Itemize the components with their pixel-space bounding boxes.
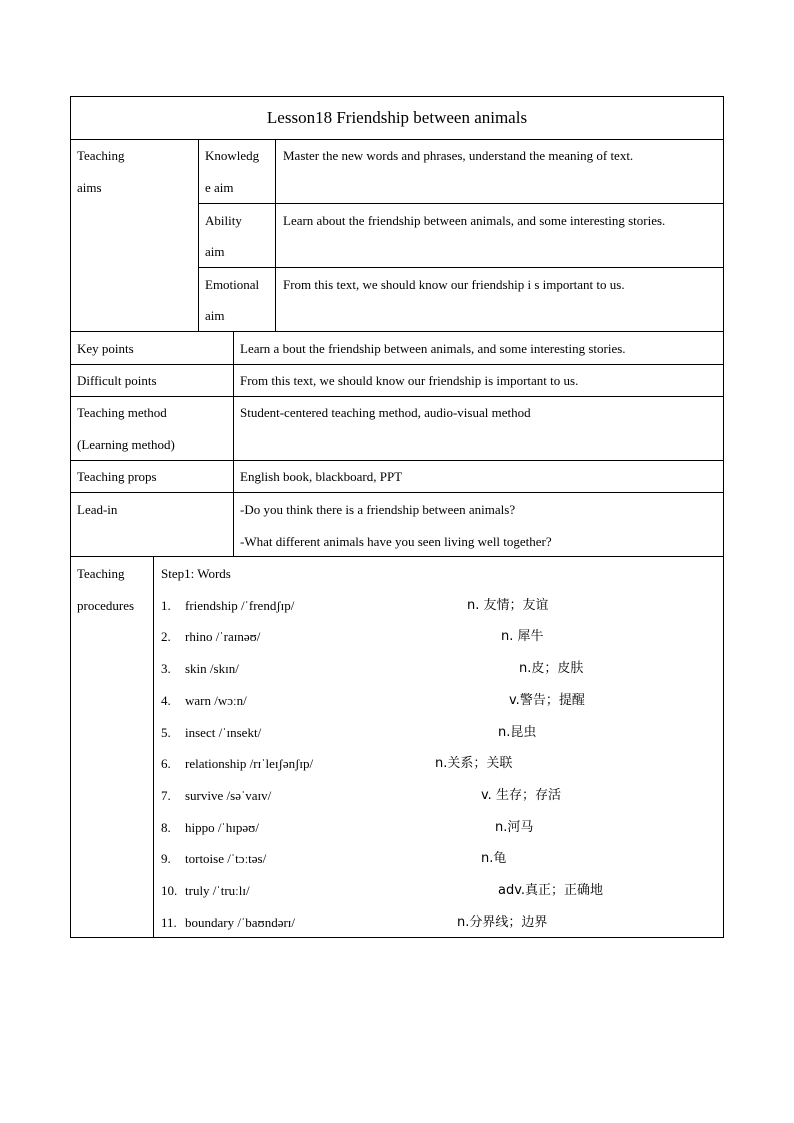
emotional-aim-label: aim [205, 308, 225, 323]
row-divider [70, 460, 724, 461]
word-entry: rhino /ˈraɪnəʊ/ [185, 629, 261, 644]
column-divider [153, 556, 154, 938]
teaching-props-content: English book, blackboard, PPT [240, 469, 403, 484]
word-entry: survive /səˈvaɪv/ [185, 788, 272, 803]
word-entry: relationship /rɪˈleɪʃənʃɪp/ [185, 756, 314, 771]
key-points-label: Key points [77, 341, 134, 356]
word-meaning: n.昆虫 [498, 725, 537, 740]
column-divider [275, 139, 276, 331]
knowledge-aim-content: Master the new words and phrases, understand the meaning of text. [283, 148, 634, 163]
row-divider [198, 267, 724, 268]
word-number: 3. [161, 661, 171, 676]
lead-in-question: -What different animals have you seen living well together? [240, 534, 552, 549]
word-number: 8. [161, 820, 171, 835]
difficult-points-label: Difficult points [77, 373, 157, 388]
emotional-aim-content: From this text, we should know our friendship i s important to us. [283, 277, 625, 292]
row-divider [70, 364, 724, 365]
word-entry: warn /wɔːn/ [185, 693, 247, 708]
lead-in-label: Lead-in [77, 502, 118, 517]
word-number: 1. [161, 598, 171, 613]
row-divider [70, 492, 724, 493]
word-number: 6. [161, 756, 171, 771]
word-number: 5. [161, 725, 171, 740]
lead-in-question: -Do you think there is a friendship between animals? [240, 502, 516, 517]
step-heading: Step1: Words [161, 566, 231, 581]
word-meaning: n. 友情；友谊 [467, 598, 549, 613]
word-entry: truly /ˈtruːlɪ/ [185, 883, 250, 898]
teaching-method-label: (Learning method) [77, 437, 175, 452]
procedures-label: Teaching [77, 566, 125, 581]
teaching-method-label: Teaching method [77, 405, 167, 420]
knowledge-aim-label: e aim [205, 180, 234, 195]
teaching-aims-label: Teaching [77, 148, 125, 163]
row-divider [70, 331, 724, 332]
word-meaning: v. 生存；存活 [481, 788, 561, 803]
emotional-aim-label: Emotional [205, 277, 260, 292]
word-entry: skin /skɪn/ [185, 661, 239, 676]
lesson-title: Lesson18 Friendship between animals [266, 108, 528, 127]
row-divider [198, 203, 724, 204]
procedures-label: procedures [77, 598, 135, 613]
key-points-content: Learn a bout the friendship between animals, and some interesting stories. [240, 341, 626, 356]
word-entry: boundary /ˈbaʊndərɪ/ [185, 915, 296, 930]
word-meaning: n.龟 [481, 851, 507, 866]
word-meaning: n. 犀牛 [501, 629, 544, 644]
word-meaning: n.分界线；边界 [457, 915, 548, 930]
column-divider [233, 331, 234, 556]
word-number: 4. [161, 693, 171, 708]
word-entry: insect /ˈɪnsekt/ [185, 725, 262, 740]
ability-aim-label: aim [205, 244, 225, 259]
word-entry: hippo /ˈhɪpəʊ/ [185, 820, 259, 835]
row-divider [70, 396, 724, 397]
word-meaning: adv.真正；正确地 [498, 883, 604, 898]
row-divider [70, 139, 724, 140]
word-number: 2. [161, 629, 171, 644]
word-entry: friendship /ˈfrendʃɪp/ [185, 598, 295, 613]
teaching-props-label: Teaching props [77, 469, 157, 484]
ability-aim-content: Learn about the friendship between animals, and some interesting stories. [283, 213, 666, 228]
teaching-aims-label: aims [77, 180, 102, 195]
teaching-method-content: Student-centered teaching method, audio-visual method [240, 405, 531, 420]
word-meaning: n.皮；皮肤 [519, 661, 584, 676]
knowledge-aim-label: Knowledg [205, 148, 260, 163]
column-divider [198, 139, 199, 331]
word-number: 9. [161, 851, 171, 866]
difficult-points-content: From this text, we should know our friendship is important to us. [240, 373, 579, 388]
word-entry: tortoise /ˈtɔːtəs/ [185, 851, 267, 866]
word-number: 10. [161, 883, 178, 898]
word-meaning: n.河马 [495, 820, 534, 835]
word-number: 7. [161, 788, 171, 803]
word-number: 11. [161, 915, 177, 930]
row-divider [70, 556, 724, 557]
word-meaning: v.警告；提醒 [509, 693, 585, 708]
ability-aim-label: Ability [205, 213, 242, 228]
word-meaning: n.关系；关联 [435, 756, 513, 771]
